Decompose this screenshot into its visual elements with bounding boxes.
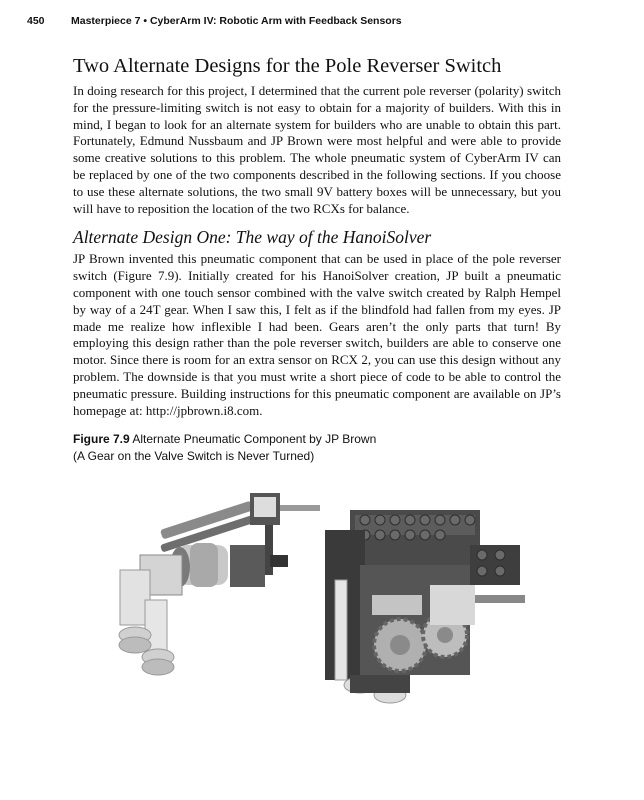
page-number: 450 xyxy=(27,15,45,27)
running-header xyxy=(27,15,402,27)
running-title: Masterpiece 7 • CyberArm IV: Robotic Arm with Feedback Sensors xyxy=(71,15,402,27)
figure-image-pneumatic-component xyxy=(100,485,540,720)
figure-label: Figure 7.9 xyxy=(73,432,130,447)
page-content xyxy=(73,54,561,465)
section-paragraph: In doing research for this project, I determined that the current pole reverser (polarity) switch for the pressure-limiting switch is not easy to obtain for a majority of builders. With this in mind, I began to look for an alternate system for builders who are unable to obtain this part. Fortunately, Edmund Nussbaum and JP Brown were most helpful and were able to provide some creative solutions to this problem. The whole pneumatic system of CyberArm IV can be replaced by one of the two components described in the following sections. If you choose to use these alternate solutions, the two small 9V battery boxes will be unnecessary, but you will have to reposition the location of the two RCXs for balance. xyxy=(73,83,561,216)
section-title: Two Alternate Designs for the Pole Reverser Switch xyxy=(73,55,502,77)
subsection-paragraph: JP Brown invented this pneumatic component that can be used in place of the pole reverser switch (Figure 7.9). Initially created for his HanoiSolver creation, JP built a pneumatic component with one touch sensor combined with the valve switch created by Ralph Hempel by way of a 24T gear. When I saw this, I felt as if the blindfold had fallen from my eyes. JP made me realize how inflexible I had been. Gears aren’t the only parts that turn! By employing this design rather than the pole reverser switch, builders are able to conserve one motor. Since there is room for an extra sensor on RCX 2, you can use this design without any problem. The downside is that you must write a short piece of code to be able to control the pneumatic pressure. Building instructions for this pneumatic component are available on JP’s homepage at: http://jpbrown.i8.com. xyxy=(73,251,561,418)
figure-caption-line1: Alternate Pneumatic Component by JP Brown xyxy=(132,432,377,447)
right-assembly xyxy=(325,510,525,703)
left-assembly xyxy=(119,493,320,675)
figure-caption xyxy=(73,431,561,465)
figure-caption-line2: (A Gear on the Valve Switch is Never Turned) xyxy=(73,449,315,464)
subsection-title: Alternate Design One: The way of the HanoiSolver xyxy=(73,227,432,248)
